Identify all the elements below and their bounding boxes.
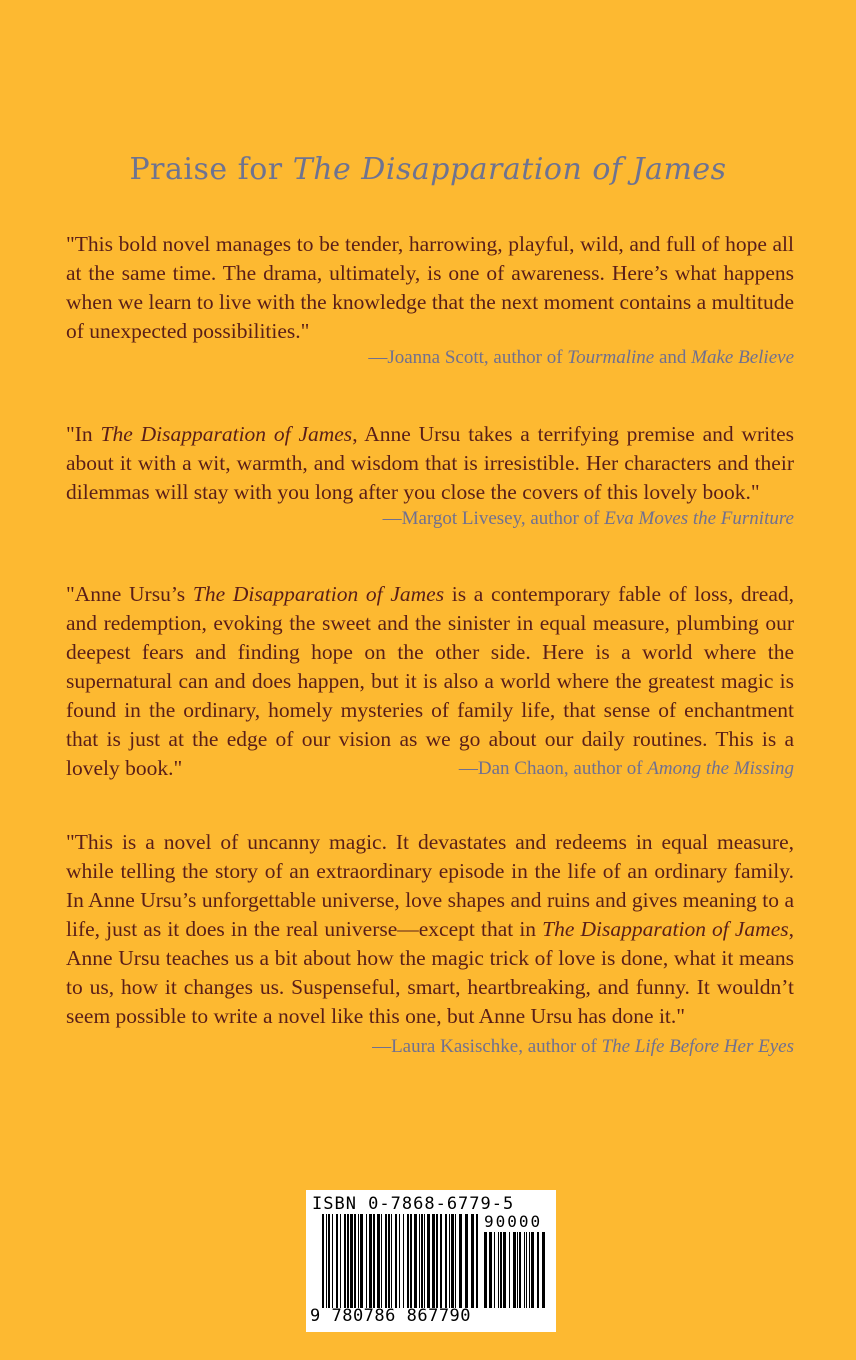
barcode-bar bbox=[358, 1214, 359, 1308]
barcode-bar bbox=[526, 1232, 527, 1308]
blurb-text-rest: is a contemporary fable of loss, dread, and redemption, evoking the sweet and the sinister in equal measure, plumbing our deepest fears and finding hope on the other side. Here is a world where the supernatural can and does happen, but it is also a world where the greatest magic is found in the ordinary, homely mysteries of family life, that sense of enchantment that is just at the edge of our vision as we go about our daily routines. This is a lovely book." bbox=[66, 582, 794, 780]
blurb-book-title: The Disapparation of James bbox=[542, 917, 789, 941]
barcode-bar bbox=[340, 1214, 341, 1308]
barcode-bar bbox=[484, 1232, 487, 1308]
barcode-bar bbox=[524, 1232, 525, 1308]
barcode-bar bbox=[326, 1214, 327, 1308]
barcode-bar bbox=[494, 1232, 495, 1308]
barcode-bar bbox=[332, 1214, 333, 1308]
barcode-bar bbox=[498, 1232, 499, 1308]
attribution-dan-chaon bbox=[459, 758, 794, 780]
barcode-bar bbox=[344, 1214, 346, 1308]
attribution-book: Tourmaline bbox=[567, 347, 655, 368]
blurb-text: "This bold novel manages to be tender, harrowing, playful, wild, and full of hope all at the same time. The drama, ultimately, is one of awareness. Here’s what happens when we learn to live with the knowledge that the next moment contains a multitude of unexpected possibilities." bbox=[66, 232, 794, 343]
barcode-bar bbox=[354, 1214, 356, 1308]
barcode-bar bbox=[414, 1214, 417, 1308]
barcode-bar bbox=[517, 1232, 518, 1308]
attribution-prefix: —Margot Livesey, author of bbox=[382, 508, 605, 529]
blurb-text-rest: , Anne Ursu takes a terrifying premise and writes about it with a wit, warmth, and wisdom that is irresistible. Her characters and their dilemmas will stay with you long after you close the covers of this lovely book." bbox=[66, 422, 795, 504]
barcode-bar bbox=[421, 1214, 423, 1308]
barcode-bar bbox=[436, 1214, 438, 1308]
blurb-book-title: The Disapparation of James bbox=[192, 582, 445, 606]
blurb-text-open: "This is a novel of uncanny magic. It devastates and redeems in equal measure, while telling the story of an extraordinary episode in the life of an ordinary family. In Anne Ursu’s unforgettable universe, love shapes and ruins and gives meaning to a life, just as it does in the real universe—except that in bbox=[66, 830, 794, 941]
barcode-bar bbox=[529, 1232, 530, 1308]
barcode-bar bbox=[360, 1214, 363, 1308]
blurb-text-open: "Anne Ursu’s bbox=[66, 582, 193, 606]
barcode-bar bbox=[427, 1214, 430, 1308]
barcode-bar bbox=[449, 1214, 450, 1308]
blurb-joanna-scott bbox=[66, 230, 794, 346]
barcode-bar bbox=[336, 1214, 338, 1308]
praise-heading bbox=[0, 152, 856, 187]
barcode-bar bbox=[407, 1214, 409, 1308]
barcode-bar bbox=[366, 1214, 367, 1308]
barcode-bar bbox=[399, 1214, 400, 1308]
barcode-bar bbox=[322, 1214, 324, 1308]
barcode-bar bbox=[377, 1214, 380, 1308]
attribution-joanna-scott bbox=[368, 347, 794, 369]
attribution-book: The Life Before Her Eyes bbox=[601, 1036, 794, 1057]
attribution-prefix: —Laura Kasischke, author of bbox=[372, 1036, 602, 1057]
barcode-bar bbox=[440, 1214, 442, 1308]
barcode-bar bbox=[459, 1214, 462, 1308]
barcode-bar bbox=[471, 1214, 474, 1308]
barcode-bar bbox=[445, 1214, 447, 1308]
isbn-number: ISBN 0-7868-6779-5 bbox=[312, 1194, 515, 1214]
barcode-bar bbox=[519, 1232, 521, 1308]
barcode-bar bbox=[388, 1214, 390, 1308]
barcode-bar bbox=[509, 1232, 510, 1308]
barcode-bar bbox=[419, 1214, 420, 1308]
barcode-bar bbox=[347, 1214, 349, 1308]
attribution-prefix: —Joanna Scott, author of bbox=[368, 347, 568, 368]
attribution-book: Eva Moves the Furniture bbox=[604, 508, 794, 529]
attribution-laura-kasischke bbox=[372, 1036, 794, 1058]
barcode-bar bbox=[424, 1214, 425, 1308]
barcode-bar bbox=[381, 1214, 382, 1308]
barcode-bar bbox=[328, 1214, 330, 1308]
blurb-dan-chaon bbox=[66, 580, 794, 783]
barcode-bar bbox=[410, 1214, 412, 1308]
barcode-bar bbox=[395, 1214, 397, 1308]
attribution-book-2: Make Believe bbox=[691, 347, 794, 368]
heading-book-title: The Disapparation of James bbox=[292, 152, 727, 187]
barcode-bar bbox=[385, 1214, 387, 1308]
blurb-text-rest: , Anne Ursu teaches us a bit about how the magic trick of love is done, what it means to us, how it changes us. Suspenseful, smart, heartbreaking, and funny. It wouldn’t seem possible to write a novel like this one, but Anne Ursu has done it." bbox=[66, 917, 794, 1028]
barcode-bar bbox=[503, 1232, 506, 1308]
barcode-addon-bars bbox=[484, 1232, 548, 1308]
barcode-bar bbox=[465, 1214, 468, 1308]
isbn-barcode bbox=[306, 1190, 556, 1332]
barcode-bar bbox=[476, 1214, 478, 1308]
barcode-bar bbox=[369, 1214, 372, 1308]
ean-digits: 9 780786 867790 bbox=[310, 1306, 472, 1326]
barcode-bar bbox=[350, 1214, 353, 1308]
barcode-bar bbox=[531, 1232, 534, 1308]
barcode-bar bbox=[391, 1214, 392, 1308]
price-code: 90000 bbox=[484, 1212, 543, 1231]
attribution-joiner: and bbox=[654, 347, 692, 368]
barcode-bar bbox=[500, 1232, 502, 1308]
barcode-bar bbox=[489, 1232, 492, 1308]
blurb-text-open: "In bbox=[66, 422, 101, 446]
blurb-laura-kasischke bbox=[66, 828, 794, 1031]
attribution-prefix: —Dan Chaon, author of bbox=[458, 758, 648, 779]
barcode-bar bbox=[373, 1214, 375, 1308]
heading-prefix: Praise for bbox=[129, 152, 293, 187]
barcode-bar bbox=[542, 1232, 545, 1308]
barcode-main-bars bbox=[322, 1214, 480, 1308]
attribution-book: Among the Missing bbox=[647, 758, 794, 779]
blurb-book-title: The Disapparation of James bbox=[100, 422, 353, 446]
barcode-bar bbox=[537, 1232, 539, 1308]
barcode-bar bbox=[513, 1232, 516, 1308]
barcode-bar bbox=[403, 1214, 404, 1308]
barcode-bar bbox=[432, 1214, 435, 1308]
blurb-margot-livesey bbox=[66, 420, 794, 507]
barcode-bar bbox=[455, 1214, 456, 1308]
barcode-bar bbox=[451, 1214, 454, 1308]
attribution-margot-livesey bbox=[383, 508, 794, 530]
